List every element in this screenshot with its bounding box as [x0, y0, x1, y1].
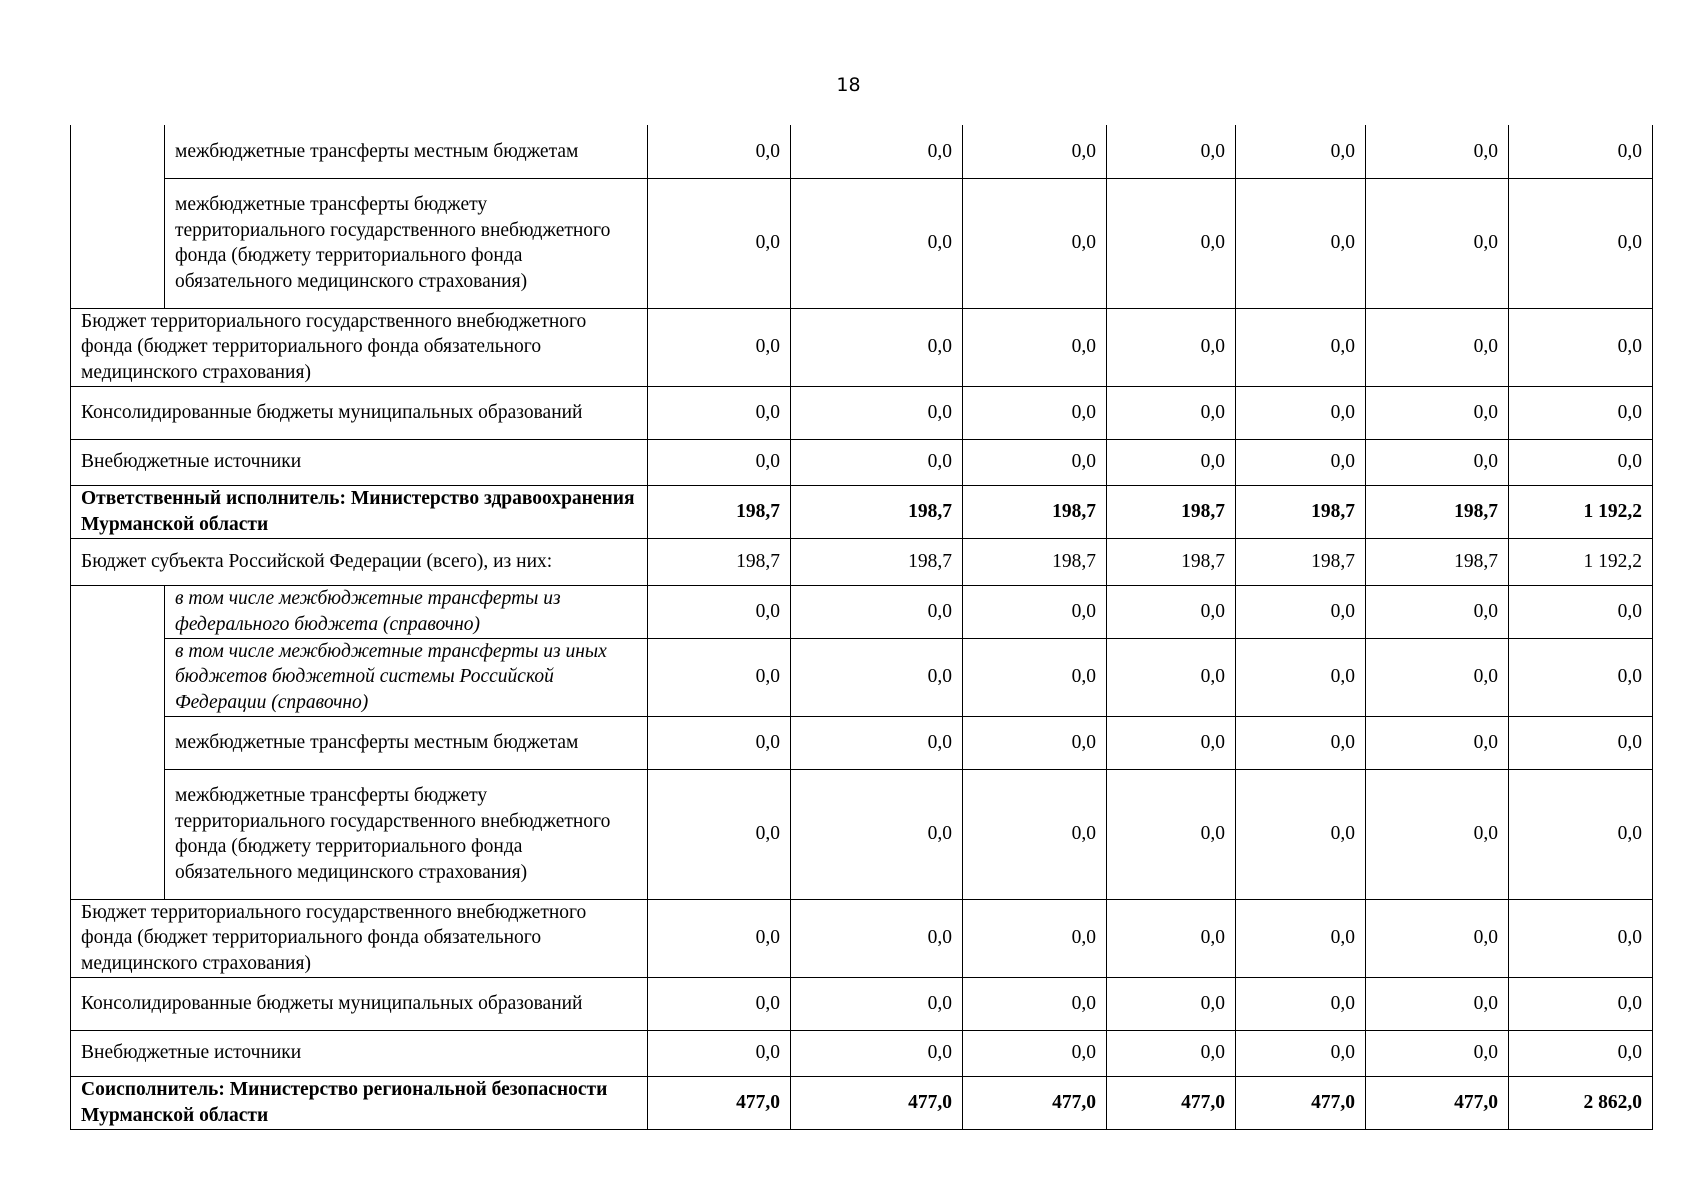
- value-cell: 198,7: [963, 485, 1107, 538]
- value-cell: 198,7: [791, 538, 963, 585]
- value-cell: 0,0: [648, 585, 791, 638]
- value-cell: 0,0: [648, 125, 791, 178]
- value-cell: 0,0: [1236, 638, 1366, 716]
- value-cell: 0,0: [1107, 439, 1236, 485]
- value-cell: 0,0: [791, 977, 963, 1030]
- value-cell: 0,0: [1509, 716, 1653, 769]
- value-cell: 0,0: [1236, 769, 1366, 899]
- value-cell: 0,0: [791, 716, 963, 769]
- value-cell: 198,7: [791, 485, 963, 538]
- row-label: Соисполнитель: Министерство региональной безопасности Мурманской области: [71, 1076, 648, 1129]
- value-cell: 0,0: [963, 125, 1107, 178]
- value-cell: 0,0: [1509, 125, 1653, 178]
- value-cell: 0,0: [791, 386, 963, 439]
- value-cell: 0,0: [1107, 638, 1236, 716]
- value-cell: 0,0: [648, 308, 791, 386]
- value-cell: 0,0: [1509, 638, 1653, 716]
- value-cell: 0,0: [1509, 1030, 1653, 1076]
- row-label: Бюджет территориального государственного внебюджетного фонда (бюджет территориального фонда обязательного медицинского страхования): [71, 308, 648, 386]
- value-cell: 0,0: [963, 899, 1107, 977]
- value-cell: 198,7: [1366, 485, 1509, 538]
- value-cell: 0,0: [648, 178, 791, 308]
- value-cell: 0,0: [963, 585, 1107, 638]
- value-cell: 0,0: [1509, 977, 1653, 1030]
- table-row: [71, 308, 1653, 386]
- row-label: Внебюджетные источники: [71, 1030, 648, 1076]
- table-row: [71, 638, 1653, 716]
- value-cell: 477,0: [648, 1076, 791, 1129]
- value-cell: 0,0: [648, 386, 791, 439]
- row-label: Бюджет территориального государственного внебюджетного фонда (бюджет территориального фонда обязательного медицинского страхования): [71, 899, 648, 977]
- row-label: в том числе межбюджетные трансферты из иных бюджетов бюджетной системы Российской Федерации (справочно): [165, 638, 648, 716]
- value-cell: 477,0: [1236, 1076, 1366, 1129]
- value-cell: 0,0: [1236, 308, 1366, 386]
- budget-table: [70, 125, 1653, 1130]
- row-label: межбюджетные трансферты бюджету территориального государственного внебюджетного фонда (бюджету территориального фонда обязательного медицинского страхования): [165, 769, 648, 899]
- value-cell: 0,0: [1236, 977, 1366, 1030]
- value-cell: 0,0: [1107, 899, 1236, 977]
- value-cell: 0,0: [1366, 899, 1509, 977]
- value-cell: 0,0: [1107, 386, 1236, 439]
- value-cell: 0,0: [791, 439, 963, 485]
- value-cell: 0,0: [963, 386, 1107, 439]
- value-cell: 0,0: [1107, 716, 1236, 769]
- value-cell: 0,0: [963, 716, 1107, 769]
- row-label: межбюджетные трансферты местным бюджетам: [165, 125, 648, 178]
- value-cell: 198,7: [1236, 538, 1366, 585]
- row-label: межбюджетные трансферты местным бюджетам: [165, 716, 648, 769]
- value-cell: 0,0: [648, 977, 791, 1030]
- value-cell: 477,0: [1107, 1076, 1236, 1129]
- value-cell: 198,7: [1236, 485, 1366, 538]
- table-row: [71, 538, 1653, 585]
- value-cell: 0,0: [791, 1030, 963, 1076]
- row-label: Консолидированные бюджеты муниципальных образований: [71, 977, 648, 1030]
- indent-cell: [71, 585, 165, 899]
- table-row: [71, 977, 1653, 1030]
- value-cell: 0,0: [648, 769, 791, 899]
- value-cell: 0,0: [1107, 977, 1236, 1030]
- value-cell: 0,0: [1236, 716, 1366, 769]
- value-cell: 198,7: [1107, 485, 1236, 538]
- table-row: [71, 125, 1653, 178]
- value-cell: 0,0: [1366, 178, 1509, 308]
- value-cell: 2 862,0: [1509, 1076, 1653, 1129]
- value-cell: 0,0: [1509, 178, 1653, 308]
- value-cell: 477,0: [1366, 1076, 1509, 1129]
- row-label: Ответственный исполнитель: Министерство здравоохранения Мурманской области: [71, 485, 648, 538]
- value-cell: 0,0: [963, 769, 1107, 899]
- value-cell: 0,0: [648, 439, 791, 485]
- table-row: [71, 585, 1653, 638]
- value-cell: 198,7: [1366, 538, 1509, 585]
- value-cell: 0,0: [1236, 125, 1366, 178]
- value-cell: 0,0: [1366, 439, 1509, 485]
- row-label: Бюджет субъекта Российской Федерации (всего), из них:: [71, 538, 648, 585]
- value-cell: 198,7: [648, 485, 791, 538]
- value-cell: 0,0: [1509, 386, 1653, 439]
- value-cell: 0,0: [648, 1030, 791, 1076]
- row-label: Внебюджетные источники: [71, 439, 648, 485]
- page-number: 18: [836, 74, 861, 96]
- value-cell: 0,0: [791, 585, 963, 638]
- table-row: [71, 769, 1653, 899]
- value-cell: 198,7: [963, 538, 1107, 585]
- table-row: [71, 1030, 1653, 1076]
- value-cell: 0,0: [1366, 769, 1509, 899]
- value-cell: 0,0: [791, 125, 963, 178]
- value-cell: 0,0: [963, 308, 1107, 386]
- table-row: [71, 439, 1653, 485]
- value-cell: 0,0: [1366, 638, 1509, 716]
- value-cell: 0,0: [1236, 899, 1366, 977]
- value-cell: 0,0: [1236, 178, 1366, 308]
- row-label: межбюджетные трансферты бюджету территориального государственного внебюджетного фонда (бюджету территориального фонда обязательного медицинского страхования): [165, 178, 648, 308]
- value-cell: 0,0: [963, 1030, 1107, 1076]
- value-cell: 0,0: [791, 769, 963, 899]
- value-cell: 0,0: [1107, 178, 1236, 308]
- value-cell: 0,0: [1366, 1030, 1509, 1076]
- row-label: Консолидированные бюджеты муниципальных образований: [71, 386, 648, 439]
- indent-cell: [71, 125, 165, 308]
- table-row: [71, 899, 1653, 977]
- value-cell: 0,0: [1509, 899, 1653, 977]
- value-cell: 0,0: [1366, 585, 1509, 638]
- value-cell: 0,0: [791, 308, 963, 386]
- value-cell: 0,0: [791, 638, 963, 716]
- table-row: [71, 178, 1653, 308]
- value-cell: 0,0: [648, 899, 791, 977]
- value-cell: 0,0: [1236, 386, 1366, 439]
- value-cell: 1 192,2: [1509, 485, 1653, 538]
- value-cell: 0,0: [1509, 308, 1653, 386]
- value-cell: 0,0: [1107, 125, 1236, 178]
- value-cell: 0,0: [1236, 1030, 1366, 1076]
- value-cell: 0,0: [1107, 1030, 1236, 1076]
- value-cell: 1 192,2: [1509, 538, 1653, 585]
- value-cell: 0,0: [1236, 585, 1366, 638]
- value-cell: 0,0: [963, 439, 1107, 485]
- value-cell: 477,0: [791, 1076, 963, 1129]
- value-cell: 0,0: [1107, 308, 1236, 386]
- value-cell: 0,0: [1236, 439, 1366, 485]
- value-cell: 0,0: [963, 178, 1107, 308]
- table-row: [71, 1076, 1653, 1129]
- value-cell: 0,0: [1366, 308, 1509, 386]
- value-cell: 0,0: [1509, 439, 1653, 485]
- table-row: [71, 386, 1653, 439]
- row-label: в том числе межбюджетные трансферты из федерального бюджета (справочно): [165, 585, 648, 638]
- value-cell: 0,0: [791, 178, 963, 308]
- value-cell: 0,0: [648, 716, 791, 769]
- value-cell: 0,0: [1509, 585, 1653, 638]
- value-cell: 198,7: [1107, 538, 1236, 585]
- value-cell: 0,0: [1509, 769, 1653, 899]
- table-row: [71, 485, 1653, 538]
- value-cell: 0,0: [1366, 125, 1509, 178]
- table-row: [71, 716, 1653, 769]
- value-cell: 0,0: [1107, 585, 1236, 638]
- value-cell: 0,0: [1366, 386, 1509, 439]
- value-cell: 198,7: [648, 538, 791, 585]
- value-cell: 0,0: [1366, 977, 1509, 1030]
- value-cell: 0,0: [963, 638, 1107, 716]
- value-cell: 0,0: [1366, 716, 1509, 769]
- value-cell: 0,0: [963, 977, 1107, 1030]
- value-cell: 0,0: [1107, 769, 1236, 899]
- value-cell: 0,0: [791, 899, 963, 977]
- value-cell: 0,0: [648, 638, 791, 716]
- value-cell: 477,0: [963, 1076, 1107, 1129]
